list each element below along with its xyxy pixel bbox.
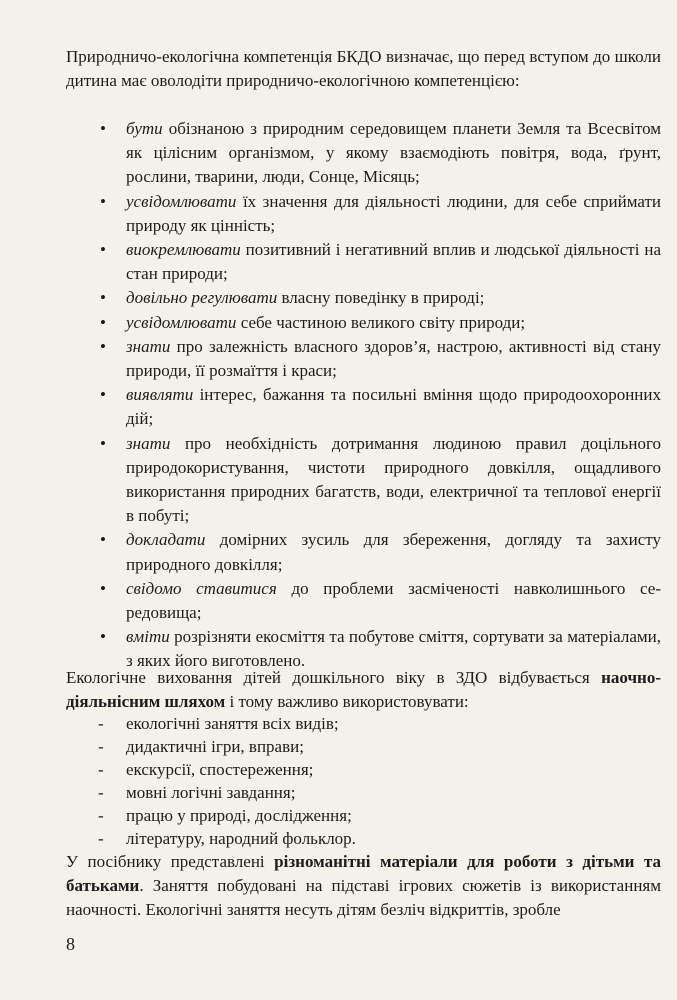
item-verb: довільно регулювати [126,288,278,308]
list-item [0,383,661,431]
manual-emphasis: різноманітні матеріали для роботи з дітьми та батьками [66,852,662,895]
bullet-mark: • [100,240,106,260]
item-text: інтерес, бажання та посильні вміння щодо природоохоронних дій; [126,385,661,429]
list-item [0,190,661,238]
list-item [0,286,661,310]
list-item [0,781,677,804]
item-text: екологічні заняття всіх видів; [126,714,339,733]
item-text: літературу, народний фольклор. [126,829,356,848]
dash-mark: - [98,829,104,848]
intro-paragraph: Природничо-екологічна компетенція БКДО визначає, що перед вступом до школи дитина має оволодіти природничо-екологічною компетенцією: [66,47,661,90]
list-item [0,117,661,190]
list-item [0,238,661,286]
item-verb: свідомо ставитися [126,578,277,598]
item-text: про залежність власного здоров’я, настрою, активності від стану природи, її розмаїття і краси; [126,336,661,381]
list-item [0,735,677,758]
item-verb: докладати [126,530,206,550]
list-item [0,804,677,827]
list-item [0,712,677,735]
list-item [0,528,661,576]
item-verb: знати [126,433,171,453]
dash-mark: - [98,806,104,825]
item-text: до проблеми засміченості навколишнього середовища; [126,578,661,623]
methods-emphasis: наочно-діяльнісним шляхом [66,668,661,711]
bullet-mark: • [100,336,106,356]
item-text: себе частиною великого світу природи; [236,312,526,332]
item-text: позитивний і негативний вплив и людської діяльності на стан природи; [126,240,661,284]
item-verb: вміти [126,627,170,647]
item-verb: виявляти [126,385,194,405]
item-text: обізнаною з природним середовищем планети Земля та Всесвітом як цілісним організмом, у якому взаємодіють повітря, вода, ґрунт, рослини, тварини, люди, Сонце, Місяць; [126,119,661,187]
dash-mark: - [98,714,104,733]
bullet-mark: • [100,530,106,550]
manual-text-before: У посібнику представлені [66,852,275,871]
bullet-mark: • [100,119,106,138]
item-verb: знати [126,336,171,356]
methods-paragraph [66,666,661,714]
item-text: домірних зусиль для збереження, догляду та захисту природного довкілля; [126,530,661,574]
list-item [0,432,661,529]
competence-list [0,117,677,674]
list-item [0,758,677,781]
methods-list [0,712,677,850]
item-text: їх значення для діяльності людини, для себе сприймати природу як цінність; [126,191,661,235]
methods-text-before: Екологічне виховання дітей дошкільного віку в ЗДО відбувається [66,668,602,687]
list-item [0,311,661,335]
bullet-mark: • [100,288,106,308]
bullet-mark: • [100,312,106,332]
item-text: працю у природі, дослідження; [126,806,352,825]
manual-paragraph [66,850,661,922]
manual-text-after: . Заняття побудовані на підставі ігрових сюжетів із використанням наочності. Екологічні заняття несуть дітям безліч відкриттів, зробле [66,876,661,919]
item-verb: бути [126,119,163,138]
dash-mark: - [98,737,104,756]
methods-text-after: і тому важливо використовувати: [225,692,469,711]
dash-mark: - [98,783,104,802]
item-verb: усвідомлювати [126,191,237,211]
item-text: власну поведінку в природі; [277,288,485,308]
item-text: дидактичні ігри, вправи; [126,737,304,756]
bullet-mark: • [100,433,106,453]
item-text: мовні логічні завдання; [126,783,296,802]
item-text: розрізняти екосміття та побутове сміття, сортувати за матеріалами, з яких його виготовлено. [126,627,661,671]
item-verb: усвідомлювати [126,312,237,332]
bullet-mark: • [100,578,106,598]
page-number: 8 [66,934,75,954]
bullet-mark: • [100,385,106,405]
item-verb: виокремлювати [126,240,241,260]
bullet-mark: • [100,627,106,647]
list-item [0,577,661,625]
item-text: про необхідність дотримання людиною правил доцільного природокористування, чистоти природного довкілля, ощадливого використання природних багатств, води, електричної та теплової енергії в побуті; [126,433,661,526]
dash-mark: - [98,760,104,779]
list-item [0,827,677,850]
bullet-mark: • [100,191,106,211]
item-text: екскурсії, спостереження; [126,760,314,779]
list-item [0,335,661,383]
